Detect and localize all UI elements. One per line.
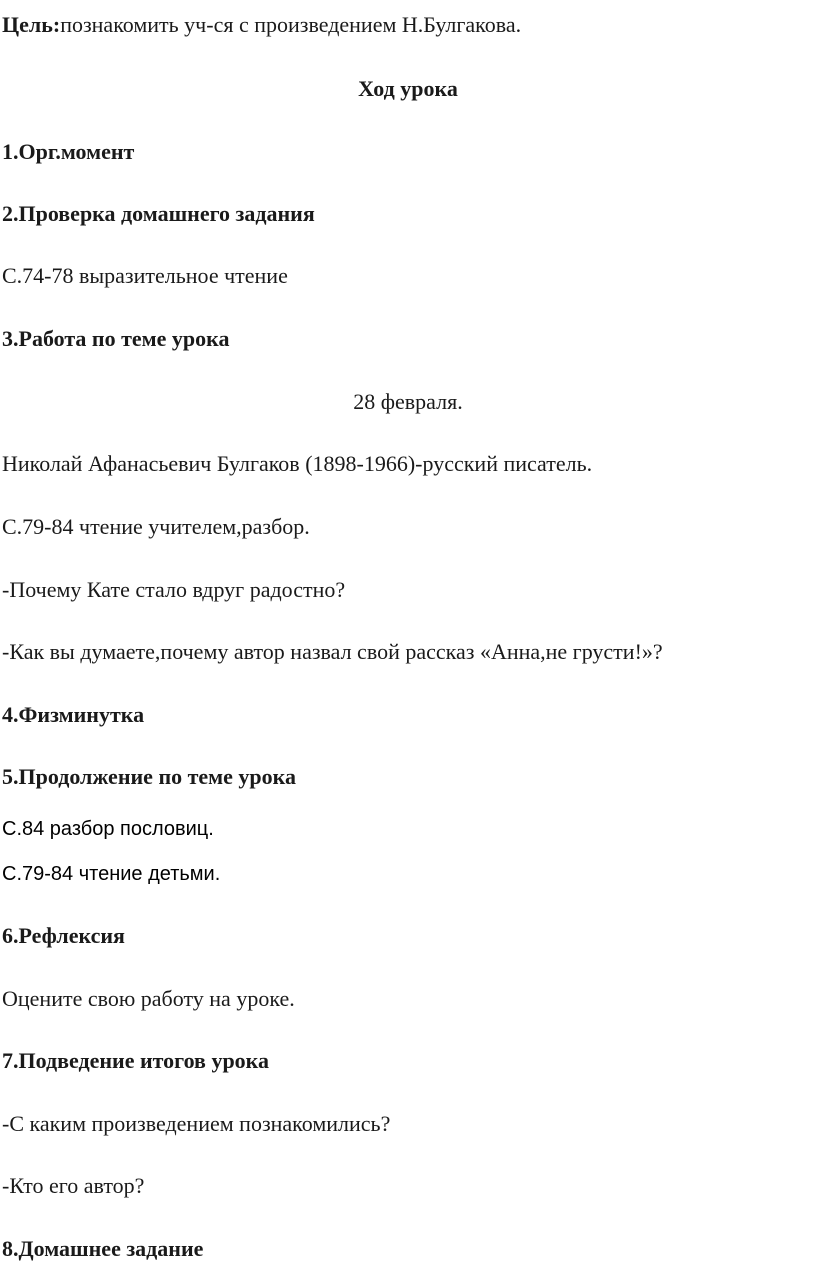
summary-question-2: -Кто его автор?: [2, 1173, 145, 1198]
section-5-heading: 5.Продолжение по теме урока: [2, 764, 297, 789]
section-1-heading: 1.Орг.момент: [2, 139, 135, 164]
section-6-heading: 6.Рефлексия: [2, 923, 125, 948]
section-2-heading: 2.Проверка домашнего задания: [2, 201, 315, 226]
teacher-reading: С.79-84 чтение учителем,разбор.: [2, 514, 310, 539]
section-4-heading: 4.Физминутка: [2, 702, 145, 727]
section-7-heading: 7.Подведение итогов урока: [2, 1048, 270, 1073]
question-1: -Почему Кате стало вдруг радостно?: [2, 577, 346, 602]
children-reading: С.79-84 чтение детьми.: [2, 863, 221, 885]
reflection-text: Оцените свою работу на уроке.: [2, 986, 295, 1011]
author-info: Николай Афанасьевич Булгаков (1898-1966)-русский писатель.: [2, 451, 593, 476]
summary-question-1: -С каким произведением познакомились?: [2, 1111, 391, 1136]
lesson-heading: Ход урока: [358, 76, 458, 101]
proverbs-task: С.84 разбор пословиц.: [2, 818, 214, 840]
homework-check-text: С.74-78 выразительное чтение: [2, 263, 288, 288]
goal-label: Цель:: [2, 12, 61, 37]
question-2: -Как вы думаете,почему автор назвал свой рассказ «Анна,не грусти!»?: [2, 639, 663, 664]
lesson-date: 28 февраля.: [353, 389, 463, 414]
section-3-heading: 3.Работа по теме урока: [2, 326, 230, 351]
goal-text: познакомить уч-ся с произведением Н.Булгакова.: [60, 12, 522, 37]
section-8-heading: 8.Домашнее задание: [2, 1236, 204, 1261]
goal-line: [2, 12, 521, 38]
